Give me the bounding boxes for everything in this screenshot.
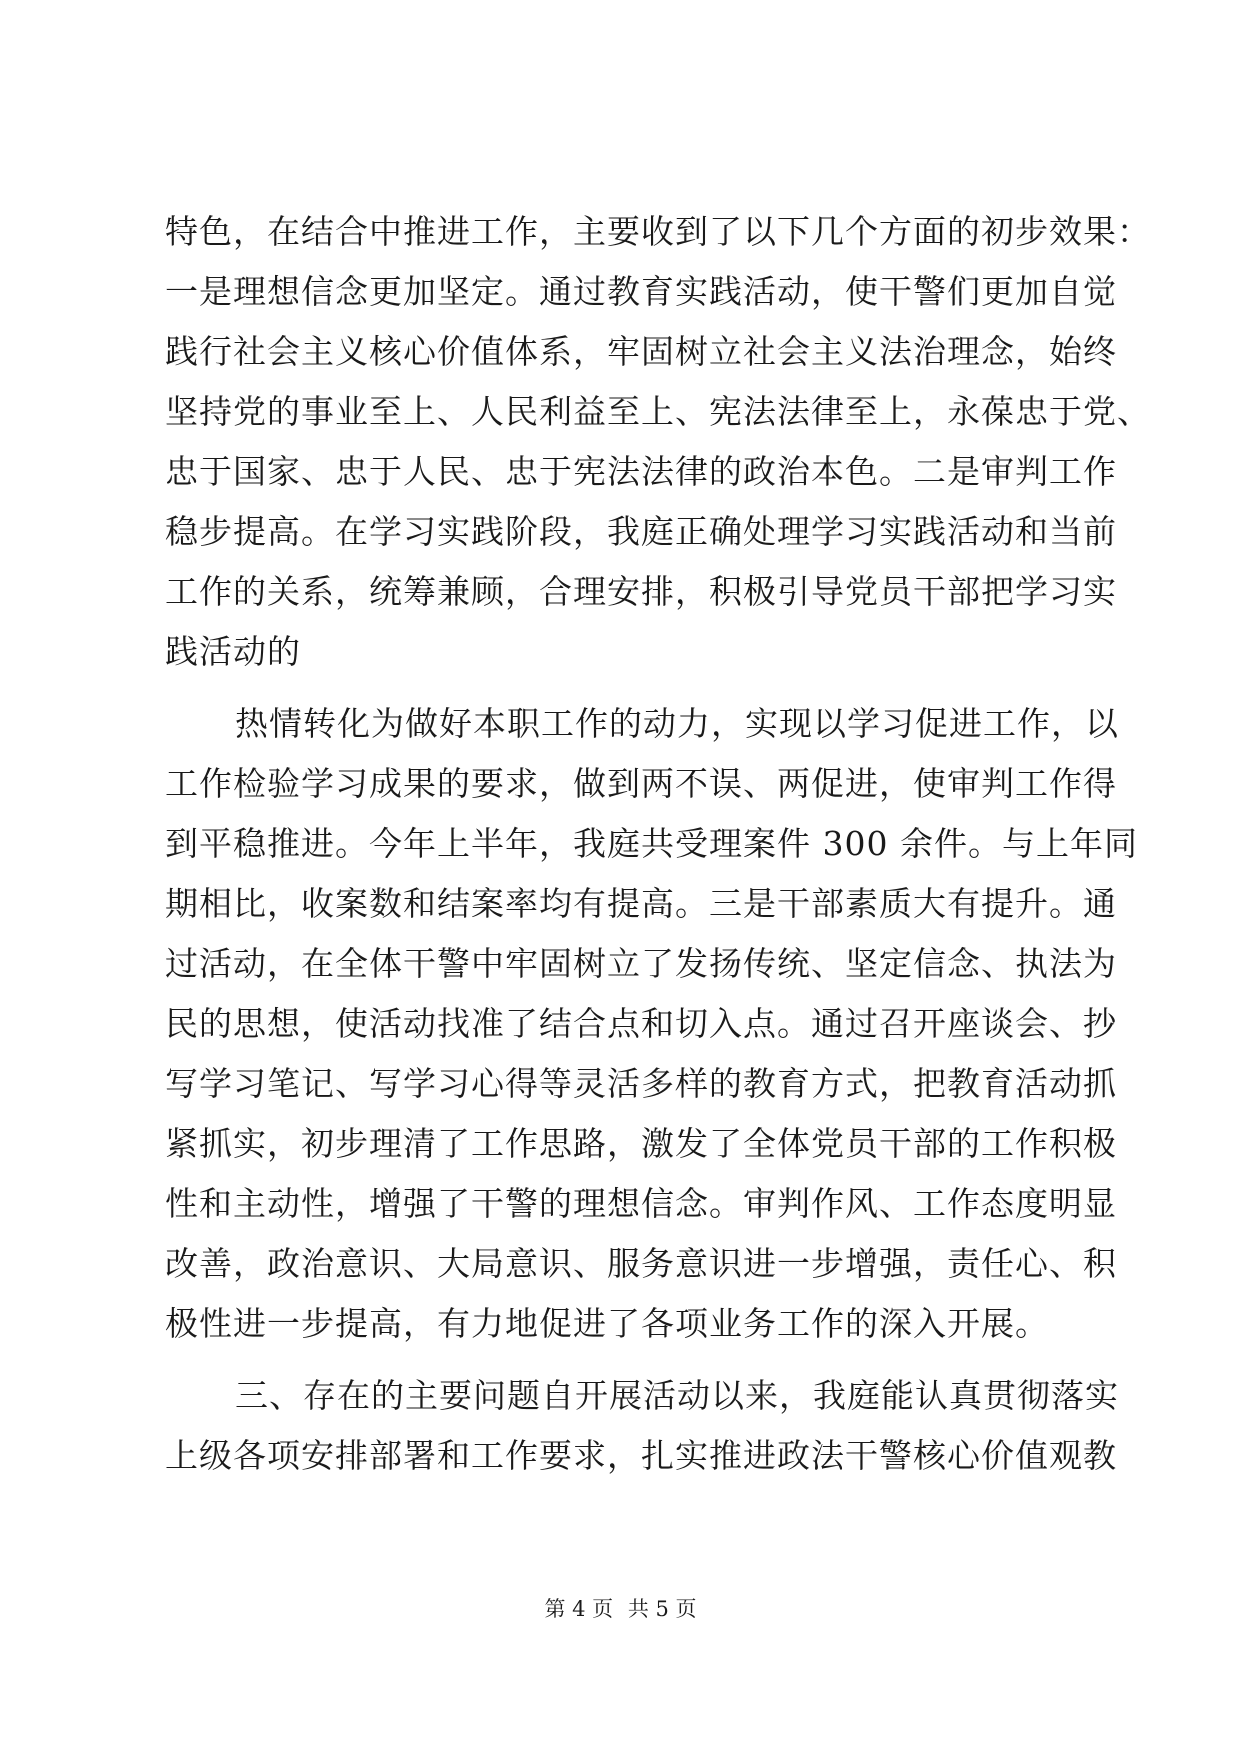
continuation-paragraph [165,202,1151,682]
text-line: 紧抓实，初步理清了工作思路，激发了全体党员干部的工作积极 [165,1124,1117,1163]
text-line: 特色，在结合中推进工作，主要收到了以下几个方面的初步效果： [165,212,1151,251]
text-line: 稳步提高。在学习实践阶段，我庭正确处理学习实践活动和当前 [165,512,1117,551]
text-line: 民的思想，使活动找准了结合点和切入点。通过召开座谈会、抄 [165,1004,1117,1043]
text-line: 践行社会主义核心价值体系，牢固树立社会主义法治理念，始终 [165,332,1117,371]
body-paragraph [165,1366,1119,1486]
text-line: 期相比，收案数和结案率均有提高。三是干部素质大有提升。通 [165,884,1117,923]
body-paragraph [165,694,1138,1354]
text-line: 写学习笔记、写学习心得等灵活多样的教育方式，把教育活动抓 [165,1064,1117,1103]
page-footer [0,1593,1241,1623]
text-line: 坚持党的事业至上、人民利益至上、宪法法律至上，永葆忠于党、 [165,392,1151,431]
text-line: 极性进一步提高，有力地促进了各项业务工作的深入开展。 [165,1304,1049,1343]
text-line: 性和主动性，增强了干警的理想信念。审判作风、工作态度明显 [165,1184,1117,1223]
page-total: 共 5 页 [627,1597,697,1621]
text-line: 工作检验学习成果的要求，做到两不误、两促进，使审判工作得 [165,764,1117,803]
text-line: 一是理想信念更加坚定。通过教育实践活动，使干警们更加自觉 [165,272,1117,311]
text-line: 热情转化为做好本职工作的动力，实现以学习促进工作，以 [235,704,1119,743]
text-line: 践活动的 [165,632,301,671]
page-number: 第 4 页 [544,1597,614,1621]
text-line: 到平稳推进。今年上半年，我庭共受理案件 300 余件。与上年同 [165,824,1138,863]
document-body [165,202,1151,1486]
text-line: 上级各项安排部署和工作要求，扎实推进政法干警核心价值观教 [165,1436,1117,1475]
text-line: 忠于国家、忠于人民、忠于宪法法律的政治本色。二是审判工作 [165,452,1117,491]
text-line: 过活动，在全体干警中牢固树立了发扬传统、坚定信念、执法为 [165,944,1117,983]
text-line: 工作的关系，统筹兼顾，合理安排，积极引导党员干部把学习实 [165,572,1117,611]
text-line: 三、存在的主要问题自开展活动以来，我庭能认真贯彻落实 [235,1376,1119,1415]
text-line: 改善，政治意识、大局意识、服务意识进一步增强，责任心、积 [165,1244,1117,1283]
